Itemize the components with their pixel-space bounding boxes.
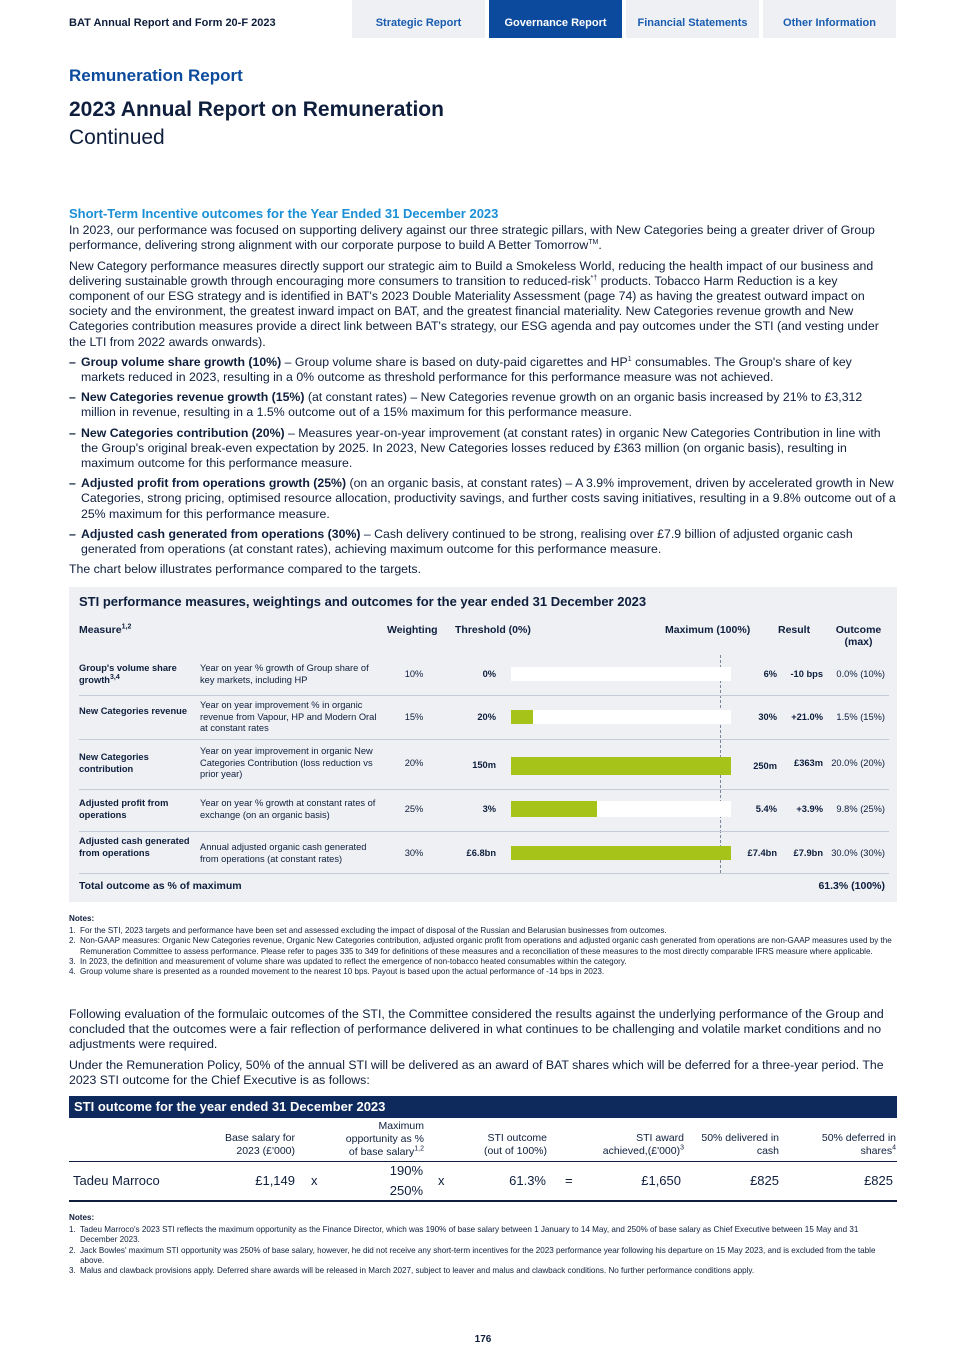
header-deferred-shares: 50% deferred in shares$^4$ bbox=[821, 1132, 896, 1157]
sti-heading: Short-Term Incentive outcomes for the Year Ended 31 December 2023 bbox=[69, 206, 499, 221]
row-result: -10 bps bbox=[790, 669, 823, 679]
row-weighting: 10% bbox=[404, 669, 424, 679]
row-max-opportunity-2: 250% bbox=[389, 1183, 423, 1198]
bar-track bbox=[511, 667, 731, 681]
row-threshold: 0% bbox=[482, 669, 496, 679]
header-sti-outcome: STI outcome (out of 100%) bbox=[483, 1132, 547, 1157]
row-sti-award: £1,650 bbox=[641, 1173, 681, 1188]
row-deferred-shares: £825 bbox=[864, 1173, 893, 1188]
note-item: 4. Group volume share is presented as a rounded movement to the nearest 10 bps. Payout is based upon the actual performance of -14 bps in 2023. bbox=[69, 967, 605, 977]
bullet-adjusted-profit: – Adjusted profit from operations growth (25%) (on an organic basis, at constant rates) – A 3.9% improvement, driven by accelerated growth in New Categories, strong pricing, optimised resource allocation, productivity savings, and further costs saving initiatives, resulting in a 9.8% outcome out of a 25% maximum for this performance measure. bbox=[69, 476, 896, 521]
row-maximum: £7.4bn bbox=[747, 848, 777, 858]
bar-fill bbox=[511, 846, 731, 860]
row-description: Annual adjusted organic cash generated from operations (at constant rates) bbox=[200, 842, 367, 864]
row-delivered-cash: £825 bbox=[750, 1173, 779, 1188]
bullet-nc-revenue: – New Categories revenue growth (15%) (at constant rates) – New Categories revenue growth on an organic basis increased by 21% to £3,312 million in revenue, resulting in a 1.5% outcome out of a 15% maximum for this performance measure. bbox=[69, 390, 863, 420]
row-description: Year on year % growth at constant rates of exchange (on an organic basis) bbox=[200, 798, 376, 820]
row-weighting: 30% bbox=[404, 848, 424, 858]
note-item: 2. Non-GAAP measures: Organic New Categories revenue, Organic New Categories contribution, adjusted organic profit from operations and adjusted organic cash generated from operations are non-GAAP measures used by the Remuneration Committee to assess performance. Please refer to pages 335 to 349 for definitions of these measures and a reconciliation of these measures to the most directly comparable IFRS measure where applicable. bbox=[69, 936, 892, 956]
bar-track bbox=[511, 846, 731, 860]
row-outcome: 0.0% (10%) bbox=[836, 669, 885, 679]
chart-row-volume-share bbox=[79, 655, 889, 695]
paragraph-remuneration-policy: Under the Remuneration Policy, 50% of the annual STI will be delivered as an award of BAT shares which will be deferred for a three-year period. The 2023 STI outcome for the Chief Executive is as follows: bbox=[69, 1058, 884, 1088]
total-divider bbox=[79, 873, 889, 874]
header-measure: Measure$^{1,2}$ bbox=[79, 623, 132, 636]
notes-heading: Notes: bbox=[69, 1213, 95, 1222]
header-base-salary: Base salary for 2023 (£'000) bbox=[224, 1132, 295, 1157]
page-number: 176 bbox=[474, 1334, 492, 1345]
sti-performance-chart bbox=[69, 587, 897, 902]
bullet-adjusted-cash: – Adjusted cash generated from operations (30%) – Cash delivery continued to be strong, realising over £7.9 billion of adjusted organic cash generated from operations (at constant rates), achieving maximum outcome for this performance measure. bbox=[69, 526, 853, 557]
header-maximum: Maximum (100%) bbox=[665, 624, 751, 636]
tab-governance-report[interactable]: Governance Report bbox=[489, 0, 622, 38]
bar-fill bbox=[511, 710, 533, 724]
header-delivered-cash: 50% delivered in cash bbox=[701, 1132, 779, 1157]
tab-other-information[interactable]: Other Information bbox=[763, 0, 896, 38]
section-title: Remuneration Report bbox=[69, 66, 243, 85]
row-threshold: £6.8bn bbox=[466, 848, 496, 858]
row-measure: New Categories revenue bbox=[79, 706, 187, 716]
row-threshold: 150m bbox=[472, 760, 496, 770]
bullet-nc-contribution: – New Categories contribution (20%) – Measures year-on-year improvement (at constant rates) in organic New Categories Contribution in line with the Group's original break-even expectation by 2025. In 2023, New Categories losses reduced by £363 million (on organic basis), resulting in maximum outcome for this performance measure. bbox=[69, 425, 881, 471]
row-maximum: 6% bbox=[763, 669, 777, 679]
row-description: Year on year improvement % in organic revenue from Vapour, HP and Modern Oral at constant rates bbox=[200, 700, 377, 733]
row-result: +21.0% bbox=[791, 712, 823, 722]
header-weighting: Weighting bbox=[387, 624, 438, 636]
total-outcome-label: Total outcome as % of maximum bbox=[79, 880, 242, 892]
row-maximum: 30% bbox=[758, 712, 777, 722]
row-description: Year on year % growth of Group share of key markets, including HP bbox=[200, 663, 369, 685]
paragraph-following-evaluation: Following evaluation of the formulaic outcomes of the STI, the Committee considered the results against the underlying performance of the Group and concluded that the outcomes were a fair reflection of performance delivered in what continues to be challenging and volatile market conditions and no adjustments were required. bbox=[69, 1007, 884, 1052]
page-subtitle: Continued bbox=[69, 126, 165, 149]
row-result: +3.9% bbox=[796, 804, 823, 814]
chart-title: STI performance measures, weightings and outcomes for the year ended 31 December 2023 bbox=[79, 594, 647, 609]
row-name: Tadeu Marroco bbox=[73, 1173, 160, 1188]
row-outcome: 9.8% (25%) bbox=[836, 804, 885, 814]
chart-intro: The chart below illustrates performance compared to the targets. bbox=[69, 562, 421, 577]
top-navigation bbox=[0, 0, 966, 38]
row-maximum: 250m bbox=[753, 761, 777, 771]
chart-notes bbox=[69, 914, 897, 977]
tab-financial-statements[interactable]: Financial Statements bbox=[626, 0, 759, 38]
chart-row-adjusted-profit bbox=[79, 789, 889, 831]
header-threshold: Threshold (0%) bbox=[455, 624, 531, 636]
table-notes bbox=[69, 1213, 897, 1276]
note-item: 3. Malus and clawback provisions apply. Deferred share awards will be released in March 2027, subject to leaver and malus and clawback conditions. No further performance conditions apply. bbox=[69, 1266, 755, 1276]
row-measure: Adjusted cash generated from operations bbox=[79, 836, 190, 858]
row-measure: Adjusted profit from operations bbox=[79, 798, 169, 820]
document-title: BAT Annual Report and Form 20-F 2023 bbox=[69, 17, 276, 29]
operator-multiply-1: x bbox=[311, 1173, 318, 1188]
operator-multiply-2: x bbox=[438, 1173, 445, 1188]
header-max-opportunity: Maximum opportunity as % of base salary$^{1,2}$ bbox=[345, 1120, 424, 1158]
chart-row-adjusted-cash bbox=[79, 831, 889, 873]
total-outcome-value: 61.3% (100%) bbox=[818, 880, 885, 892]
row-threshold: 20% bbox=[477, 712, 496, 722]
intro-paragraph-1: In 2023, our performance was focused on supporting delivery against our three strategic pillars, with New Categories being a greater driver of Group performance, delivering strong alignment with our corporate purpose to build A Better Tomorrow™. bbox=[69, 223, 875, 253]
note-item: 2. Jack Bowles' maximum STI opportunity was 250% of base salary, however, he did not receive any short-term incentives for the 2023 performance year following his departure on 15 May 2023, and is excluded from the table above. bbox=[69, 1245, 876, 1265]
header-result: Result bbox=[778, 624, 811, 636]
row-result: £363m bbox=[794, 758, 823, 768]
row-measure: Group's volume share growth$^{3,4}$ bbox=[79, 663, 177, 685]
note-item: 3. In 2023, the definition and measurement of volume share was updated to reflect the emergence of non-tobacco heated consumables within the category. bbox=[69, 956, 627, 966]
bar-fill bbox=[511, 757, 731, 775]
row-max-opportunity-1: 190% bbox=[389, 1163, 423, 1178]
bar-fill bbox=[511, 801, 597, 817]
notes-heading: Notes: bbox=[69, 914, 95, 923]
row-weighting: 20% bbox=[404, 758, 424, 768]
sti-body-text bbox=[69, 206, 897, 582]
note-item: 1. For the STI, 2023 targets and performance have been set and assessed excluding the impact of disposal of the Russian and Belarusian businesses from outcomes. bbox=[69, 926, 667, 936]
row-measure: New Categories contribution bbox=[79, 752, 149, 774]
bar-track bbox=[511, 757, 731, 775]
intro-paragraph-2: New Category performance measures directly support our strategic aim to Build a Smokeless World, reducing the health impact of our business and delivering sustainable growth through encouraging more consumers to transition to reduced-risk*† products. Tobacco Harm Reduction is a key component of our ESG strategy and is identified in BAT's 2023 Double Materiality Assessment (page 74) as having the greatest outward impact on society and the environment, the greatest inward impact on BAT, and the greatest financial materiality. New Categories revenue growth and New Categories contribution measures provide a direct link between BAT's strategy, our ESG agenda and pay outcomes under the STI (and vesting under the LTI from 2022 awards onwards). bbox=[69, 258, 879, 349]
row-maximum: 5.4% bbox=[755, 804, 777, 814]
note-item: 1. Tadeu Marroco's 2023 STI reflects the maximum opportunity as the Finance Director, which was 190% of base salary between 1 January to 14 May, and 250% of base salary as Chief Executive between 15 May and 31 December 2023. bbox=[69, 1225, 859, 1245]
bar-track bbox=[511, 710, 731, 724]
row-description: Year on year improvement in organic New Categories Contribution (loss reduction vs prior year) bbox=[200, 746, 373, 779]
tab-strategic-report[interactable]: Strategic Report bbox=[352, 0, 485, 38]
page-title: 2023 Annual Report on Remuneration bbox=[69, 98, 444, 121]
row-result: £7.9bn bbox=[793, 848, 823, 858]
row-base-salary: £1,149 bbox=[255, 1173, 295, 1188]
header-outcome: Outcome (max) bbox=[835, 624, 882, 648]
row-threshold: 3% bbox=[482, 804, 496, 814]
sti-outcome-table-title: STI outcome for the year ended 31 December 2023 bbox=[69, 1096, 897, 1118]
table-bottom-divider bbox=[69, 1200, 897, 1202]
row-outcome: 20.0% (20%) bbox=[831, 758, 885, 768]
row-weighting: 25% bbox=[404, 804, 424, 814]
bullet-volume-share: – Group volume share growth (10%) – Group volume share is based on duty-paid cigarettes and $HP^1$ consumables. The Group's share of key markets reduced in 2023, resulting in a 0% outcome as threshold performance for this performance measure was not achieved. bbox=[69, 354, 852, 385]
bar-track bbox=[511, 801, 731, 817]
chart-row-nc-contribution bbox=[79, 739, 889, 789]
header-sti-award: STI award achieved,(£'000)$^3$ bbox=[602, 1132, 684, 1157]
operator-equals: = bbox=[565, 1173, 573, 1188]
row-outcome: 1.5% (15%) bbox=[836, 712, 885, 722]
row-sti-outcome: 61.3% bbox=[509, 1173, 546, 1188]
row-weighting: 15% bbox=[404, 712, 424, 722]
table-header-divider bbox=[69, 1161, 897, 1162]
chart-row-nc-revenue bbox=[79, 695, 889, 739]
row-outcome: 30.0% (30%) bbox=[831, 848, 885, 858]
